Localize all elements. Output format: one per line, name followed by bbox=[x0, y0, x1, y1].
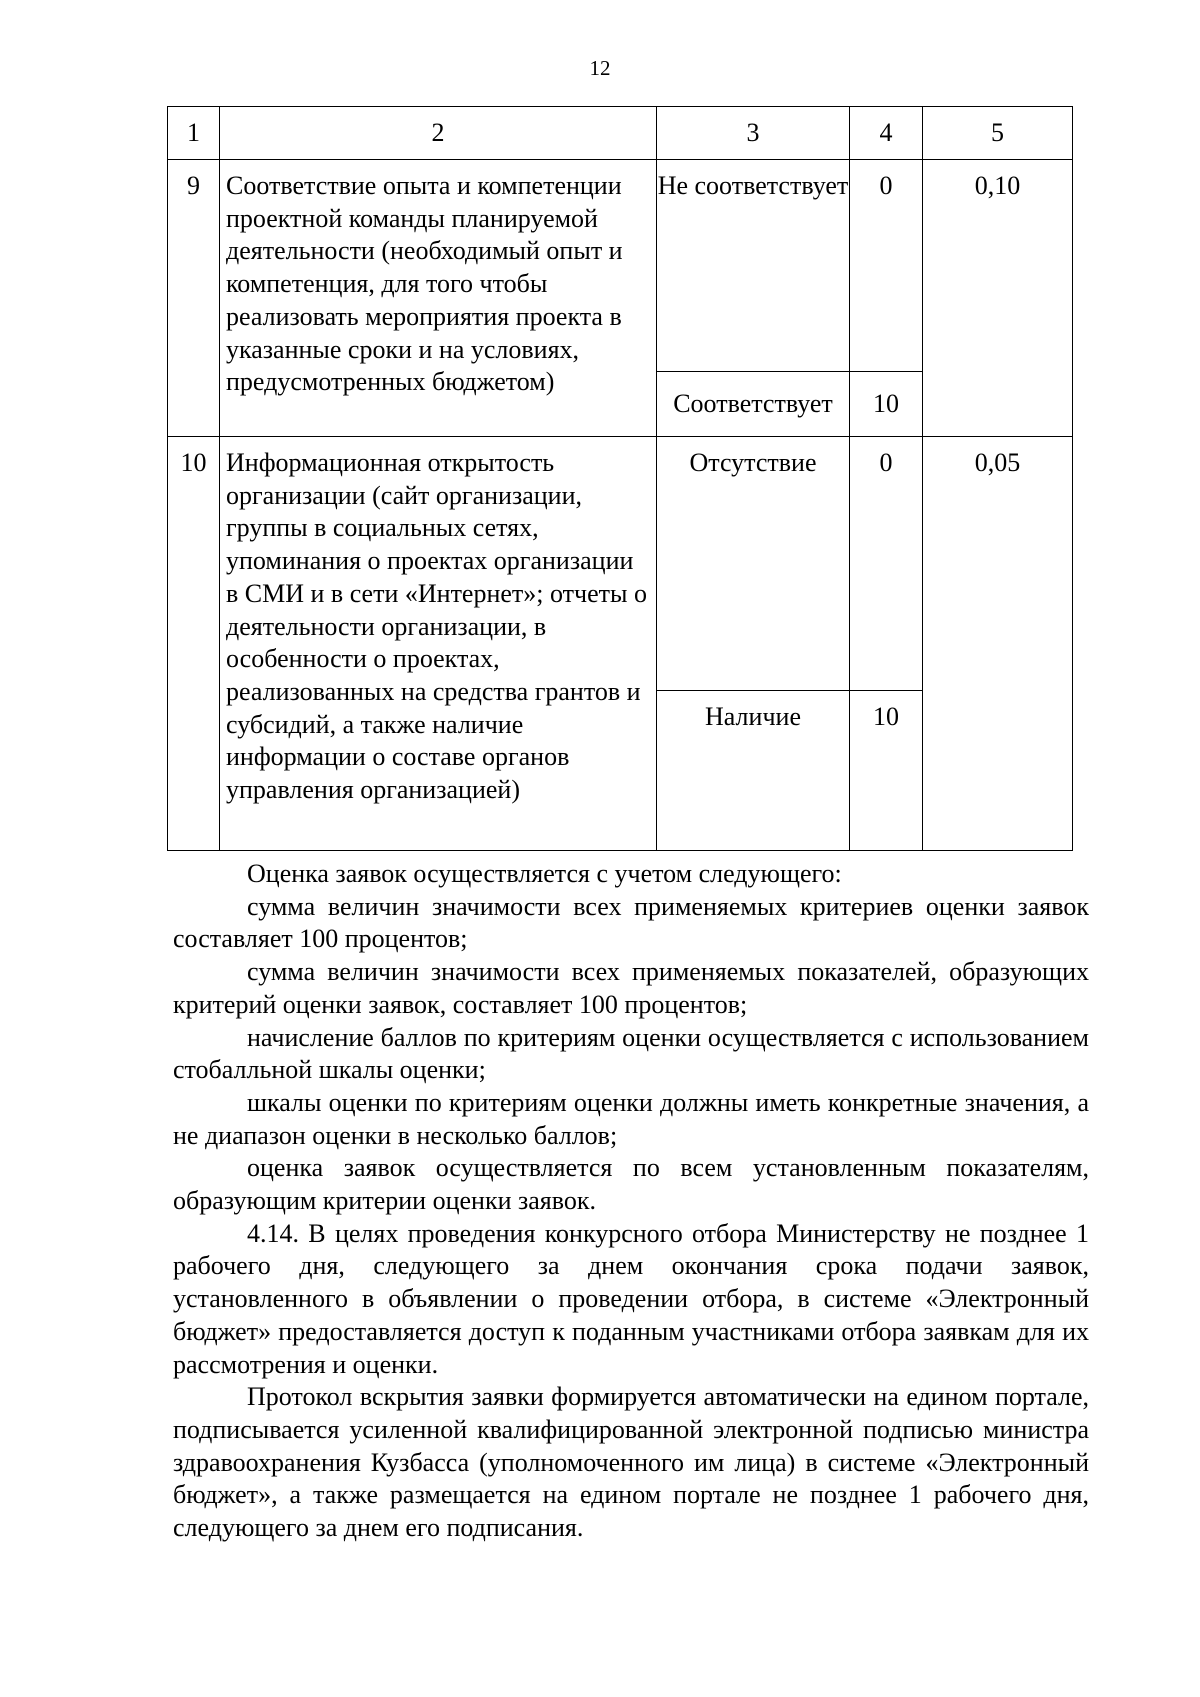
paragraph: Протокол вскрытия заявки формируется автоматически на едином портале, подписывается усиленной квалифицированной электронной подписью министра здравоохранения Кузбасса (уполномоченного им лица) в системе «Электронный бюджет», а также размещается на едином портале не позднее 1 рабочего дня, следующего за днем его подписания. bbox=[173, 1382, 1089, 1543]
paragraph: оценка заявок осуществляется по всем установленным показателям, образующим критерии оценки заявок. bbox=[173, 1153, 1089, 1216]
criterion-weight: 0,10 bbox=[923, 160, 1073, 437]
option-score: 10 bbox=[850, 691, 923, 851]
criterion-text: Соответствие опыта и компетенции проектной команды планируемой деятельности (необходимый опыт и компетенция, для того чтобы реализовать мероприятия проекта в указанные сроки и на условиях, предусмотренных бюджетом) bbox=[220, 160, 657, 437]
table-row bbox=[168, 160, 1073, 372]
option-label: Отсутствие bbox=[657, 437, 850, 691]
criterion-weight: 0,05 bbox=[923, 437, 1073, 851]
header-cell: 3 bbox=[657, 107, 850, 160]
option-score: 10 bbox=[850, 372, 923, 437]
paragraph: сумма величин значимости всех применяемых критериев оценки заявок составляет 100 процентов; bbox=[173, 891, 1089, 954]
option-score: 0 bbox=[850, 160, 923, 372]
header-cell: 1 bbox=[168, 107, 220, 160]
paragraph: сумма величин значимости всех применяемых показателей, образующих критерий оценки заявок, составляет 100 процентов; bbox=[173, 957, 1089, 1019]
paragraph: 4.14. В целях проведения конкурсного отбора Министерству не позднее 1 рабочего дня, следующего за днем окончания срока подачи заявок, установленного в объявлении о проведении отбора, в системе «Электронный бюджет» предоставляется доступ к поданным участниками отбора заявкам для их рассмотрения и оценки. bbox=[173, 1218, 1089, 1379]
header-cell: 5 bbox=[923, 107, 1073, 160]
row-number: 10 bbox=[168, 437, 220, 851]
row-number: 9 bbox=[168, 160, 220, 437]
criteria-table bbox=[167, 106, 1073, 851]
body-text bbox=[173, 858, 1089, 1545]
option-label: Не соответствует bbox=[657, 160, 850, 372]
header-cell: 4 bbox=[850, 107, 923, 160]
criterion-text: Информационная открытость организации (сайт организации, группы в социальных сетях, упоминания о проектах организации в СМИ и в сети «Интернет»; отчеты о деятельности организации, в особенности о проектах, реализованных на средства грантов и субсидий, а также наличие информации о составе органов управления организацией) bbox=[220, 437, 657, 851]
paragraph: шкалы оценки по критериям оценки должны иметь конкретные значения, а не диапазон оценки в несколько баллов; bbox=[173, 1087, 1089, 1150]
paragraph: Оценка заявок осуществляется с учетом следующего: bbox=[247, 859, 842, 888]
paragraph: начисление баллов по критериям оценки осуществляется с использованием стобалльной шкалы оценки; bbox=[173, 1022, 1089, 1085]
table-row bbox=[168, 437, 1073, 691]
option-score: 0 bbox=[850, 437, 923, 691]
page-number: 12 bbox=[589, 56, 611, 80]
table-header-row bbox=[168, 107, 1073, 160]
option-label: Наличие bbox=[657, 691, 850, 851]
option-label: Соответствует bbox=[657, 372, 850, 437]
header-cell: 2 bbox=[220, 107, 657, 160]
